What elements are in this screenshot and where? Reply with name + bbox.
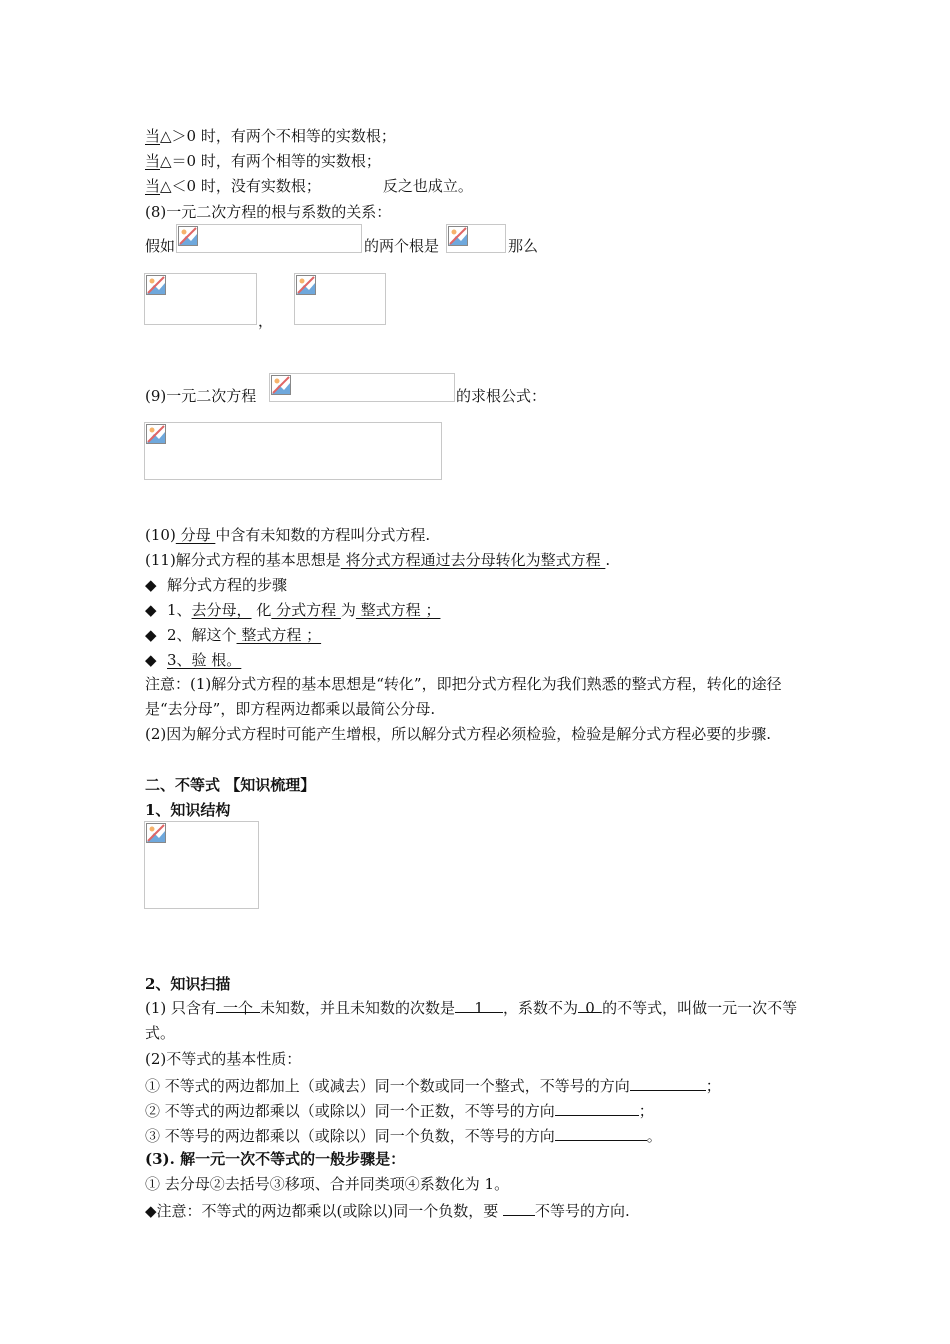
broken-image-icon <box>146 275 166 295</box>
knowledge-scan-heading: 2、知识扫描 <box>145 975 231 993</box>
step-1: ◆ 1、去分母， 化 分式方程 为 整式方程 ； <box>145 601 441 619</box>
item-10-line: (10) 分母 中含有未知数的方程叫分式方程. <box>145 526 431 544</box>
diamond-bullet-icon: ◆ <box>145 626 157 644</box>
item-9-suffix: 的求根公式： <box>456 387 547 405</box>
comma-separator: ， <box>258 312 274 330</box>
equation-image-placeholder <box>176 224 362 253</box>
diamond-bullet-icon: ◆ <box>145 576 157 594</box>
scan-note: ◆注意：不等式的两边都乘以(或除以)同一个负数，要 不等号的方向. <box>145 1199 630 1221</box>
step-3: ◆ 3、验 根。 <box>145 651 242 669</box>
item-11-line: (11)解分式方程的基本思想是 将分式方程通过去分母转化为整式方程 . <box>145 551 611 569</box>
discriminant-negative-line: 当△＜0 时，没有实数根； 反之也成立。 <box>145 177 473 195</box>
discriminant-zero-line: 当△＝0 时，有两个相等的实数根； <box>145 152 381 170</box>
broken-image-icon <box>178 226 198 246</box>
diamond-bullet-icon: ◆ <box>145 601 157 619</box>
note-2: (2)因为解分式方程时可能产生增根，所以解分式方程必须检验，检验是解分式方程必要的步骤. <box>145 725 772 743</box>
item-8-heading: (8)一元二次方程的根与系数的关系： <box>145 203 392 221</box>
scan-item-1: (1) 只含有 一个 未知数，并且未知数的次数是 1 ，系数不为 0 的不等式，叫做一元一次不等式。 <box>145 996 807 1046</box>
discriminant-positive-line: 当△＞0 时，有两个不相等的实数根； <box>145 127 396 145</box>
section-2-heading: 二、不等式 【知识梳理】 <box>145 776 316 794</box>
step-2: ◆ 2、解这个 整式方程 ； <box>145 626 322 644</box>
scan-item-3: (3). 解一元一次不等式的一般步骤是： <box>145 1150 406 1168</box>
note-1: 注意：(1)解分式方程的基本思想是“转化”，即把分式方程化为我们熟悉的整式方程，转化的途径是“去分母”，即方程两边都乘以最简公分母. <box>145 675 782 718</box>
vieta-sum-image-placeholder <box>144 273 257 325</box>
knowledge-structure-image-placeholder <box>144 821 259 909</box>
quadratic-equation-image-placeholder <box>269 373 455 402</box>
knowledge-structure-heading: 1、知识结构 <box>145 801 231 819</box>
item-9-prefix: (9)一元二次方程 <box>145 387 257 405</box>
broken-image-icon <box>146 424 166 444</box>
broken-image-icon <box>448 226 468 246</box>
item-8-middle: 的两个根是 <box>364 237 440 255</box>
broken-image-icon <box>296 275 316 295</box>
item-8-suffix: 那么 <box>508 237 539 255</box>
steps-heading: ◆ 解分式方程的步骤 <box>145 576 288 594</box>
broken-image-icon <box>146 823 166 843</box>
solve-steps: ① 去分母②去括号③移项、合并同类项④系数化为 1。 <box>145 1175 510 1193</box>
vieta-product-image-placeholder <box>294 273 386 325</box>
diamond-bullet-icon: ◆ <box>145 651 157 669</box>
property-3: ③ 不等号的两边都乘以（或除以）同一个负数，不等号的方向 。 <box>145 1124 662 1146</box>
broken-image-icon <box>271 375 291 395</box>
property-1: ① 不等式的两边都加上（或减去）同一个数或同一个整式，不等号的方向 ； <box>145 1074 721 1096</box>
property-2: ② 不等式的两边都乘以（或除以）同一个正数，不等号的方向 ； <box>145 1099 654 1121</box>
roots-image-placeholder <box>446 224 506 253</box>
scan-item-2: (2)不等式的基本性质： <box>145 1050 302 1068</box>
item-8-prefix: 假如 <box>145 237 176 255</box>
root-formula-image-placeholder <box>144 422 442 480</box>
